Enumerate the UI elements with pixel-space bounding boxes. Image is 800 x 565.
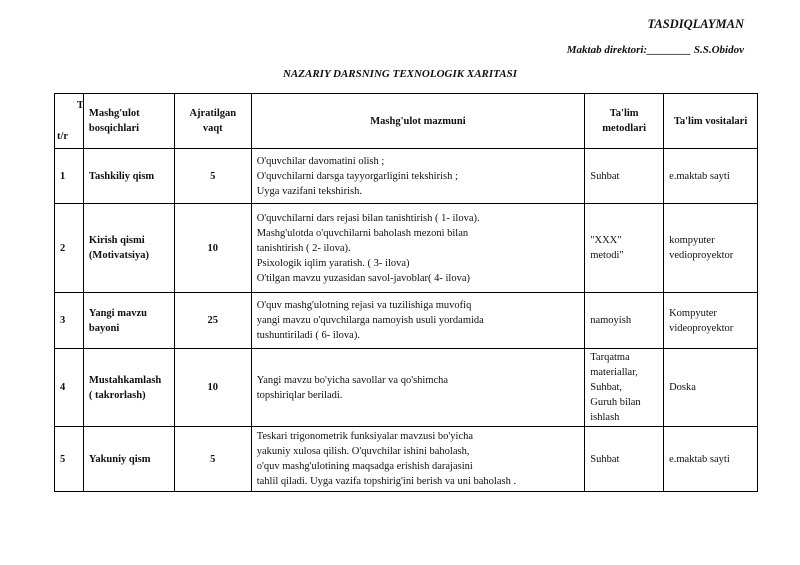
- row-content: [251, 293, 585, 349]
- content-line: O'tilgan mavzu yuzasidan savol-javoblar( 4- ilova): [256, 272, 470, 284]
- director-signature-line: [567, 44, 744, 56]
- content-line: Yangi mavzu bo'yicha savollar va qo'shimcha: [256, 374, 449, 386]
- header-content: Mashg'ulot mazmuni: [251, 94, 585, 149]
- header-number-bottom: t/r: [57, 131, 69, 142]
- content-line: tahlil qiladi. Uyga vazifa topshirig'ini berish va uni baholash .: [256, 476, 517, 487]
- row-tools: [664, 293, 758, 349]
- header-stage: Mashg'ulot bosqichlari: [83, 94, 174, 149]
- stage-line: Tashkiliy qism: [88, 170, 155, 182]
- row-tools: [664, 204, 758, 293]
- table-header-row: [55, 94, 758, 149]
- row-tools: [664, 349, 758, 427]
- row-time: 5: [174, 149, 251, 204]
- row-time: 5: [174, 427, 251, 492]
- row-methods: [585, 293, 664, 349]
- table-row: [55, 349, 758, 427]
- row-methods: [585, 349, 664, 427]
- row-number: 4: [55, 349, 84, 427]
- row-stage: [83, 349, 174, 427]
- header-number-top: T: [76, 100, 84, 111]
- document-title: NAZARIY DARSNING TEXNOLOGIK XARITASI: [282, 68, 517, 80]
- table-row: [55, 149, 758, 204]
- director-name: S.S.Obidov: [693, 44, 744, 56]
- method-line: Suhbat,: [590, 382, 623, 393]
- header-time: Ajratilgan vaqt: [174, 94, 251, 149]
- stage-line: Kirish qismi: [88, 235, 145, 246]
- tool-line: Doska: [669, 382, 696, 393]
- header-tools: Ta'lim vositalari: [664, 94, 758, 149]
- row-number: 3: [55, 293, 84, 349]
- content-line: topshiriqlar beriladi.: [256, 389, 343, 401]
- method-line: ishlash: [590, 412, 620, 423]
- approval-heading: TASDIQLAYMAN: [647, 17, 744, 31]
- tool-line: e.maktab sayti: [669, 170, 730, 182]
- stage-line: bayoni: [88, 322, 120, 334]
- row-content: [251, 349, 585, 427]
- tool-line: Kompyuter: [669, 307, 717, 319]
- row-number: 1: [55, 149, 84, 204]
- tool-line: e.maktab sayti: [669, 453, 730, 465]
- row-number: 2: [55, 204, 84, 293]
- table-row: [55, 204, 758, 293]
- header-number: [55, 94, 84, 149]
- row-stage: [83, 427, 174, 492]
- method-line: namoyish: [590, 315, 632, 326]
- content-line: tanishtirish ( 2- ilova).: [256, 242, 351, 254]
- content-line: yakuniy xulosa qilish. O'quvchilar ishini baholash,: [256, 446, 470, 457]
- table-row: [55, 293, 758, 349]
- lesson-plan-table: [54, 93, 758, 492]
- director-label: Maktab direktori:: [566, 44, 648, 56]
- content-line: O'quvchilarni dars rejasi bilan tanishtirish ( 1- ilova).: [256, 212, 480, 224]
- content-line: o'quv mashg'ulotining maqsadga erishish darajasini: [256, 461, 473, 472]
- row-time: 10: [174, 349, 251, 427]
- content-line: O'quvchilarni darsga tayyorgarligini tekshirish ;: [256, 170, 458, 182]
- row-content: [251, 427, 585, 492]
- row-content: [251, 149, 585, 204]
- signature-blank: ________: [647, 44, 692, 56]
- content-line: yangi mavzu o'quvchilarga namoyish usuli yordamida: [256, 315, 484, 326]
- content-line: O'quv mashg'ulotning rejasi va tuzilishiga muvofiq: [256, 300, 472, 311]
- tool-line: videoproyektor: [669, 322, 734, 334]
- row-number: 5: [55, 427, 84, 492]
- stage-line: Yangi mavzu: [88, 307, 147, 319]
- row-time: 25: [174, 293, 251, 349]
- header-methods: Ta'lim metodlari: [585, 94, 664, 149]
- stage-line: Yakuniy qism: [88, 453, 151, 465]
- row-methods: [585, 149, 664, 204]
- stage-line: (Motivatsiya): [88, 250, 149, 261]
- stage-line: ( takrorlash): [88, 389, 146, 401]
- content-line: Psixologik iqlim yaratish. ( 3- ilova): [256, 257, 410, 269]
- content-line: Teskari trigonometrik funksiyalar mavzusi bo'yicha: [256, 431, 474, 442]
- method-line: Guruh bilan: [590, 397, 641, 408]
- row-content: [251, 204, 585, 293]
- table-row: [55, 427, 758, 492]
- method-line: Suhbat: [590, 170, 620, 182]
- method-line: metodi": [590, 250, 624, 261]
- method-line: Tarqatma: [590, 352, 630, 363]
- row-stage: [83, 149, 174, 204]
- tool-line: vedioproyektor: [669, 250, 734, 261]
- row-methods: [585, 427, 664, 492]
- row-stage: [83, 204, 174, 293]
- content-line: tushuntiriladi ( 6- ilova).: [256, 330, 360, 341]
- method-line: "XXX": [590, 235, 622, 246]
- row-methods: [585, 204, 664, 293]
- tool-line: kompyuter: [669, 235, 715, 246]
- stage-line: Mustahkamlash: [88, 374, 162, 386]
- method-line: materiallar,: [590, 367, 638, 378]
- content-line: Uyga vazifani tekshirish.: [256, 185, 362, 197]
- row-stage: [83, 293, 174, 349]
- row-time: 10: [174, 204, 251, 293]
- row-tools: [664, 427, 758, 492]
- content-line: O'quvchilar davomatini olish ;: [256, 155, 385, 167]
- method-line: Suhbat: [590, 453, 620, 465]
- row-tools: [664, 149, 758, 204]
- content-line: Mashg'ulotda o'quvchilarni baholash mezoni bilan: [256, 227, 469, 239]
